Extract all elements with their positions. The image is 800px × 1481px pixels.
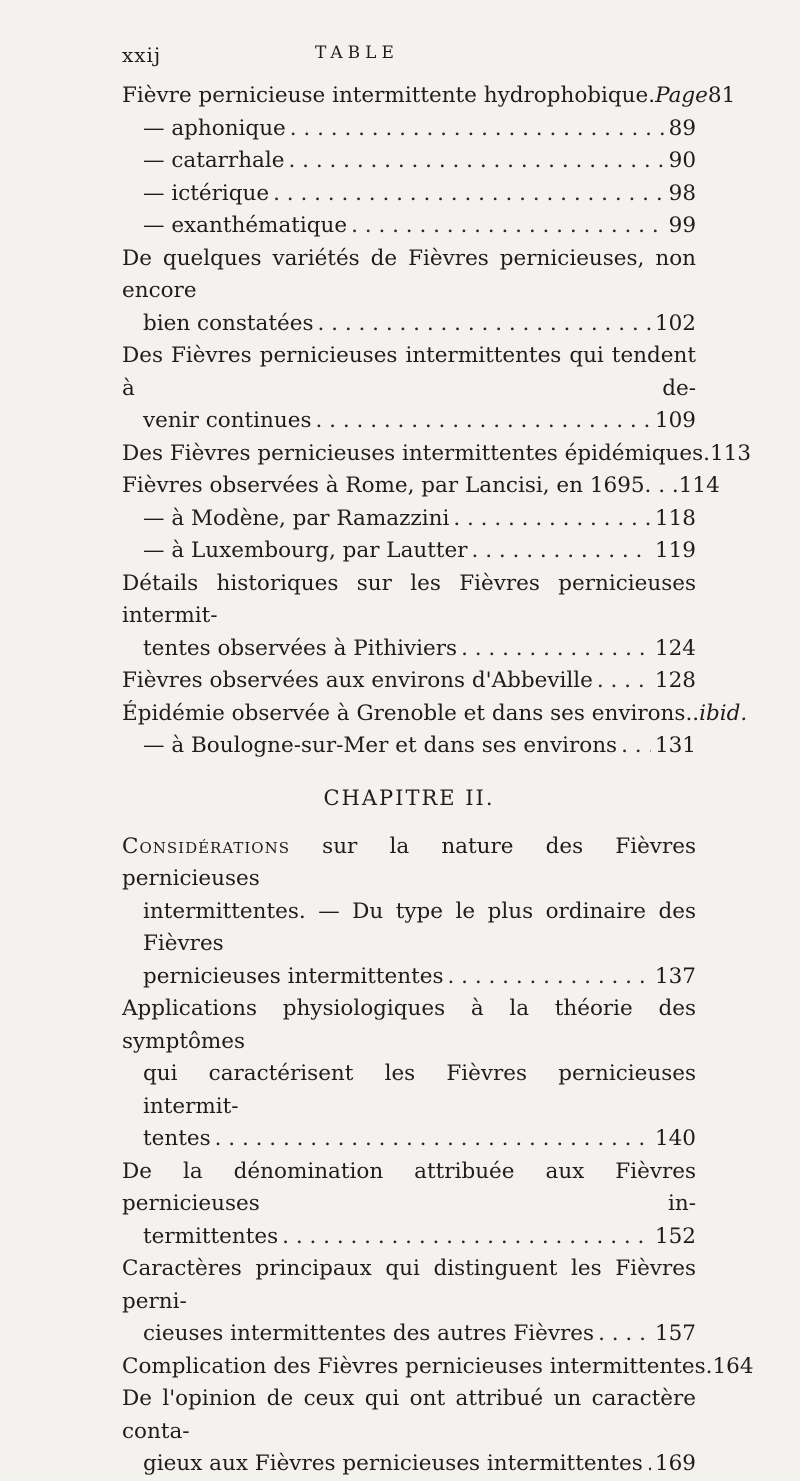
- entry-text: Fièvres observées aux environs d'Abbeville: [122, 668, 593, 693]
- dot-leader: [215, 1123, 651, 1156]
- toc-entry: [122, 831, 696, 994]
- dot-leader: [461, 633, 651, 666]
- page-ref: 137: [654, 963, 696, 989]
- dot-leader: [273, 178, 665, 211]
- dot-leader: [318, 308, 651, 341]
- toc-entry: [122, 145, 696, 178]
- entry-text: tentes observées à Pithiviers: [143, 635, 458, 661]
- toc-entry: [122, 178, 696, 211]
- entry-text: Épidémie observée à Grenoble et dans ses environs..: [122, 700, 700, 726]
- entry-text: bien constatées: [143, 310, 314, 336]
- dot-leader: [597, 665, 651, 698]
- dot-leader: [351, 210, 665, 243]
- chapter-heading: CHAPITRE II.: [323, 785, 495, 810]
- toc-entry: [122, 730, 696, 763]
- table-of-contents: [122, 80, 754, 1481]
- running-head: TABLE: [315, 43, 399, 63]
- dot-leader: [316, 405, 651, 438]
- entry-text: termittentes: [143, 1223, 279, 1249]
- entry-text: Applications physiologiques à la théorie des symptômes: [122, 996, 696, 1054]
- toc-entry: [122, 568, 696, 666]
- dot-leader: [290, 113, 665, 146]
- page-ref: 109: [654, 408, 696, 433]
- page-ref: 169: [654, 1451, 696, 1476]
- entry-text: venir continues: [143, 408, 312, 433]
- toc-entry: [122, 80, 736, 113]
- entry-text: De l'opinion de ceux qui ont attribué un caractère conta-: [122, 1386, 696, 1444]
- entry-text: tentes: [143, 1126, 211, 1151]
- toc-entry: [122, 665, 696, 698]
- entry-text: De la dénomination attribuée aux Fièvres pernicieuses in-: [122, 1158, 696, 1216]
- entry-text: — exanthématique: [143, 213, 348, 238]
- entry-text: qui caractérisent les Fièvres pernicieuses intermit-: [143, 1061, 696, 1119]
- page-ref: 164: [712, 1353, 754, 1379]
- page-ref: 128: [654, 668, 696, 693]
- entry-text: De quelques variétés de Fièvres pernicieuses, non encore: [122, 245, 696, 303]
- entry-text: Des Fièvres pernicieuses intermittentes qui tendent à de-: [122, 343, 696, 401]
- dot-leader: [447, 961, 650, 994]
- page-label: Page: [655, 83, 708, 108]
- toc-entry: [122, 243, 696, 341]
- page-ref: 90: [668, 148, 696, 173]
- entry-text: — à Modène, par Ramazzini: [143, 505, 450, 531]
- toc-entry: [122, 210, 696, 243]
- entry-text: intermittentes. — Du type le plus ordinaire des Fièvres: [143, 898, 696, 956]
- toc-entry: [122, 1383, 696, 1481]
- page-ref: 157: [654, 1321, 696, 1346]
- entry-text: Caractères principaux qui distinguent les Fièvres perni-: [122, 1256, 696, 1314]
- entry-text: Des Fièvres pernicieuses intermittentes épidémiques.: [122, 440, 710, 466]
- dot-leader: [453, 503, 651, 536]
- entry-text: pernicieuses intermittentes: [143, 963, 444, 989]
- page-ref: 89: [668, 115, 696, 141]
- dot-leader: [288, 145, 664, 178]
- dot-leader: [621, 730, 651, 763]
- page-ref: ibid.: [699, 700, 748, 726]
- toc-entry: [122, 535, 696, 568]
- dot-leader: [647, 1448, 651, 1481]
- toc-entry: [122, 1351, 754, 1384]
- page-number: xxij: [122, 43, 162, 67]
- entry-text: — à Boulogne-sur-Mer et dans ses environs: [143, 733, 618, 758]
- entry-text: gieux aux Fièvres pernicieuses intermittentes: [143, 1451, 643, 1476]
- toc-entry: [122, 340, 696, 438]
- dot-leader: [282, 1221, 651, 1254]
- entry-text: cieuses intermittentes des autres Fièvres: [143, 1321, 595, 1346]
- entry-text: Détails historiques sur les Fièvres pernicieuses intermit-: [122, 570, 696, 628]
- entry-text: — ictérique: [143, 180, 270, 206]
- page-header: [122, 43, 740, 73]
- entry-text: — catarrhale: [143, 148, 285, 173]
- dot-leader: [472, 535, 651, 568]
- page-ref: 140: [654, 1126, 696, 1151]
- page-ref: 131: [654, 733, 696, 758]
- entry-text: Fièvre pernicieuse intermittente hydrophobique.: [122, 83, 656, 108]
- entry-text: Fièvres observées à Rome, par Lancisi, en 1695. . .: [122, 473, 679, 498]
- toc-entry: [122, 438, 752, 471]
- toc-entry: [122, 1156, 696, 1254]
- toc-entry: [122, 503, 696, 536]
- entry-text: — à Luxembourg, par Lautter: [143, 538, 468, 563]
- page-ref: 113: [710, 440, 752, 466]
- page-ref: 118: [654, 505, 696, 531]
- page-ref: 152: [654, 1223, 696, 1249]
- page-ref: 114: [678, 473, 720, 498]
- dot-leader: [598, 1318, 651, 1351]
- page-ref: 98: [668, 180, 696, 206]
- page-ref: 102: [654, 310, 696, 336]
- toc-entry: [122, 113, 696, 146]
- toc-entry: [122, 1253, 696, 1351]
- toc-entry: [122, 993, 696, 1156]
- entry-text: sur la nature des Fièvres pernicieuses: [122, 833, 696, 891]
- entry-text: Complication des Fièvres pernicieuses intermittentes.: [122, 1353, 713, 1379]
- page-ref: 81: [707, 83, 736, 108]
- entry-text: — aphonique: [143, 115, 286, 141]
- page-ref: 124: [654, 635, 696, 661]
- page-ref: 119: [654, 538, 696, 563]
- toc-entry: [122, 698, 748, 731]
- toc-entry: [122, 470, 720, 503]
- entry-lead: Considérations: [122, 833, 290, 859]
- page-ref: 99: [668, 213, 696, 238]
